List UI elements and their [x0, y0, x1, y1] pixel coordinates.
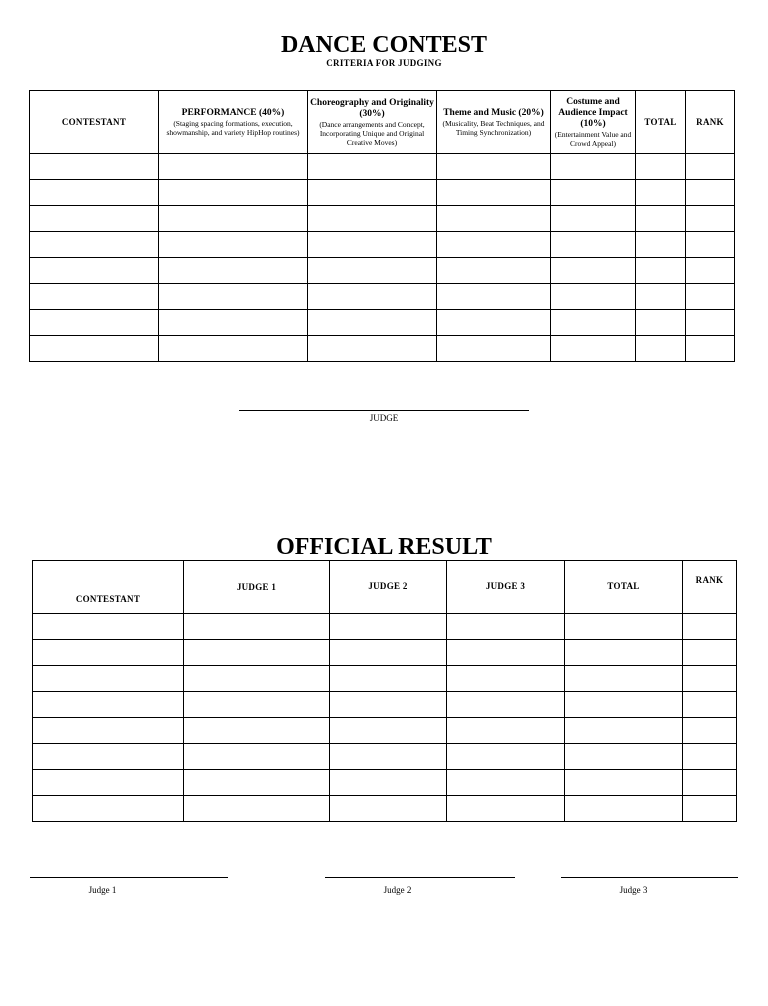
result-table-row: [33, 744, 737, 770]
result-cell-total[interactable]: [565, 640, 683, 666]
result-cell-contestant[interactable]: [33, 640, 184, 666]
result-cell-rank[interactable]: [683, 718, 737, 744]
result-cell-judge-2[interactable]: [330, 770, 447, 796]
result-table-row: [33, 796, 737, 822]
score-cell-total[interactable]: [636, 258, 686, 284]
criteria-table-row: [30, 232, 735, 258]
result-cell-judge-2[interactable]: [330, 640, 447, 666]
result-cell-judge-3[interactable]: [447, 744, 565, 770]
score-cell-rank[interactable]: [686, 310, 735, 336]
result-cell-judge-1[interactable]: [184, 614, 330, 640]
result-cell-contestant[interactable]: [33, 718, 184, 744]
score-cell-contestant[interactable]: [30, 284, 159, 310]
score-cell-performance[interactable]: [159, 336, 308, 362]
result-cell-contestant[interactable]: [33, 666, 184, 692]
score-cell-total[interactable]: [636, 180, 686, 206]
score-cell-rank[interactable]: [686, 284, 735, 310]
score-cell-total[interactable]: [636, 232, 686, 258]
score-cell-performance[interactable]: [159, 284, 308, 310]
result-cell-total[interactable]: [565, 692, 683, 718]
column-header-rank: RANK: [686, 91, 735, 154]
score-cell-choreography[interactable]: [308, 232, 437, 258]
page-title: DANCE CONTEST: [280, 32, 488, 58]
result-table-row: [33, 640, 737, 666]
result-cell-judge-1[interactable]: [184, 718, 330, 744]
result-cell-judge-1[interactable]: [184, 744, 330, 770]
result-table-row: [33, 770, 737, 796]
result-table-row: [33, 666, 737, 692]
score-cell-rank[interactable]: [686, 206, 735, 232]
score-cell-theme-music[interactable]: [437, 180, 551, 206]
column-header-total: TOTAL: [636, 91, 686, 154]
result-header-rank: RANK: [683, 561, 737, 614]
criteria-table-row: [30, 206, 735, 232]
score-cell-contestant[interactable]: [30, 232, 159, 258]
score-cell-total[interactable]: [636, 336, 686, 362]
column-header-performance: PERFORMANCE (40%) (Staging spacing formations, execution, showmanship, and variety HipHop routines): [159, 91, 308, 154]
criteria-table-row: [30, 336, 735, 362]
result-header-contestant: CONTESTANT: [33, 561, 184, 614]
official-result-table: [32, 560, 737, 822]
score-cell-theme-music[interactable]: [437, 310, 551, 336]
score-cell-choreography[interactable]: [308, 154, 437, 180]
score-cell-total[interactable]: [636, 154, 686, 180]
criteria-table-row: [30, 310, 735, 336]
score-cell-choreography[interactable]: [308, 258, 437, 284]
score-cell-rank[interactable]: [686, 154, 735, 180]
score-cell-rank[interactable]: [686, 232, 735, 258]
result-header-judge-1: JUDGE 1: [184, 561, 330, 614]
score-cell-rank[interactable]: [686, 258, 735, 284]
result-cell-judge-1[interactable]: [184, 692, 330, 718]
result-cell-rank[interactable]: [683, 796, 737, 822]
result-cell-judge-3[interactable]: [447, 718, 565, 744]
result-table-body: [33, 614, 737, 822]
criteria-table-row: [30, 258, 735, 284]
score-cell-theme-music[interactable]: [437, 206, 551, 232]
score-cell-performance[interactable]: [159, 180, 308, 206]
score-cell-theme-music[interactable]: [437, 336, 551, 362]
criteria-table-row: [30, 154, 735, 180]
score-cell-choreography[interactable]: [308, 336, 437, 362]
judge-3-signature-label: Judge 3: [619, 885, 648, 895]
score-cell-costume[interactable]: [551, 336, 636, 362]
judge-3-signature-line[interactable]: [561, 877, 738, 878]
result-cell-total[interactable]: [565, 744, 683, 770]
result-table-row: [33, 718, 737, 744]
result-cell-rank[interactable]: [683, 770, 737, 796]
score-cell-total[interactable]: [636, 206, 686, 232]
result-cell-total[interactable]: [565, 718, 683, 744]
result-cell-total[interactable]: [565, 796, 683, 822]
score-cell-costume[interactable]: [551, 154, 636, 180]
score-cell-costume[interactable]: [551, 232, 636, 258]
score-cell-choreography[interactable]: [308, 310, 437, 336]
result-cell-judge-3[interactable]: [447, 796, 565, 822]
score-cell-costume[interactable]: [551, 206, 636, 232]
score-cell-theme-music[interactable]: [437, 154, 551, 180]
result-cell-rank[interactable]: [683, 614, 737, 640]
judge-2-signature-line[interactable]: [325, 877, 515, 878]
score-cell-contestant[interactable]: [30, 336, 159, 362]
page-subtitle: CRITERIA FOR JUDGING: [326, 58, 442, 68]
result-cell-rank[interactable]: [683, 744, 737, 770]
result-header-total: TOTAL: [565, 561, 683, 614]
judge-signature-label: JUDGE: [369, 413, 399, 423]
result-cell-judge-2[interactable]: [330, 796, 447, 822]
result-cell-contestant[interactable]: [33, 692, 184, 718]
result-cell-judge-1[interactable]: [184, 770, 330, 796]
score-cell-costume[interactable]: [551, 180, 636, 206]
score-cell-choreography[interactable]: [308, 206, 437, 232]
score-cell-performance[interactable]: [159, 232, 308, 258]
judge-2-signature-label: Judge 2: [383, 885, 412, 895]
result-header-judge-3: JUDGE 3: [447, 561, 565, 614]
column-header-contestant: CONTESTANT: [30, 91, 159, 154]
result-header-judge-2: JUDGE 2: [330, 561, 447, 614]
score-cell-performance[interactable]: [159, 154, 308, 180]
score-cell-theme-music[interactable]: [437, 284, 551, 310]
result-cell-judge-1[interactable]: [184, 666, 330, 692]
score-cell-total[interactable]: [636, 284, 686, 310]
result-cell-judge-3[interactable]: [447, 692, 565, 718]
score-cell-performance[interactable]: [159, 258, 308, 284]
column-header-choreography: Choreography and Originality (30%) (Dance arrangements and Concept, Incorporating Unique and Original Creative Moves): [308, 91, 437, 154]
score-cell-contestant[interactable]: [30, 258, 159, 284]
result-cell-judge-2[interactable]: [330, 692, 447, 718]
score-cell-contestant[interactable]: [30, 310, 159, 336]
result-cell-total[interactable]: [565, 666, 683, 692]
result-cell-judge-2[interactable]: [330, 744, 447, 770]
result-cell-contestant[interactable]: [33, 770, 184, 796]
result-cell-judge-3[interactable]: [447, 666, 565, 692]
criteria-table-body: [30, 154, 735, 362]
result-cell-total[interactable]: [565, 770, 683, 796]
result-cell-judge-3[interactable]: [447, 614, 565, 640]
score-cell-costume[interactable]: [551, 284, 636, 310]
criteria-table: [29, 90, 735, 362]
result-table-row: [33, 692, 737, 718]
judge-1-signature-line[interactable]: [30, 877, 228, 878]
score-cell-costume[interactable]: [551, 258, 636, 284]
result-cell-judge-2[interactable]: [330, 614, 447, 640]
score-cell-rank[interactable]: [686, 180, 735, 206]
score-cell-choreography[interactable]: [308, 284, 437, 310]
column-header-costume: Costume and Audience Impact (10%) (Entertainment Value and Crowd Appeal): [551, 91, 636, 154]
column-header-theme-music: Theme and Music (20%) (Musicality, Beat Techniques, and Timing Synchronization): [437, 91, 551, 154]
result-cell-judge-1[interactable]: [184, 640, 330, 666]
result-cell-judge-3[interactable]: [447, 770, 565, 796]
score-cell-choreography[interactable]: [308, 180, 437, 206]
score-cell-costume[interactable]: [551, 310, 636, 336]
result-cell-judge-2[interactable]: [330, 718, 447, 744]
result-cell-contestant[interactable]: [33, 614, 184, 640]
judge-signature-line[interactable]: [239, 410, 529, 411]
criteria-table-row: [30, 180, 735, 206]
score-cell-performance[interactable]: [159, 310, 308, 336]
score-cell-contestant[interactable]: [30, 180, 159, 206]
score-cell-contestant[interactable]: [30, 206, 159, 232]
score-cell-performance[interactable]: [159, 206, 308, 232]
result-cell-judge-1[interactable]: [184, 796, 330, 822]
result-header-row: [33, 561, 737, 614]
result-cell-contestant[interactable]: [33, 796, 184, 822]
score-cell-total[interactable]: [636, 310, 686, 336]
score-cell-theme-music[interactable]: [437, 232, 551, 258]
result-cell-judge-2[interactable]: [330, 666, 447, 692]
result-cell-contestant[interactable]: [33, 744, 184, 770]
score-cell-rank[interactable]: [686, 336, 735, 362]
score-cell-contestant[interactable]: [30, 154, 159, 180]
score-cell-theme-music[interactable]: [437, 258, 551, 284]
result-cell-rank[interactable]: [683, 692, 737, 718]
official-result-title: OFFICIAL RESULT: [276, 534, 492, 560]
judge-1-signature-label: Judge 1: [88, 885, 117, 895]
result-cell-total[interactable]: [565, 614, 683, 640]
result-cell-rank[interactable]: [683, 666, 737, 692]
criteria-table-row: [30, 284, 735, 310]
criteria-header-row: [30, 91, 735, 154]
result-table-row: [33, 614, 737, 640]
result-cell-judge-3[interactable]: [447, 640, 565, 666]
result-cell-rank[interactable]: [683, 640, 737, 666]
